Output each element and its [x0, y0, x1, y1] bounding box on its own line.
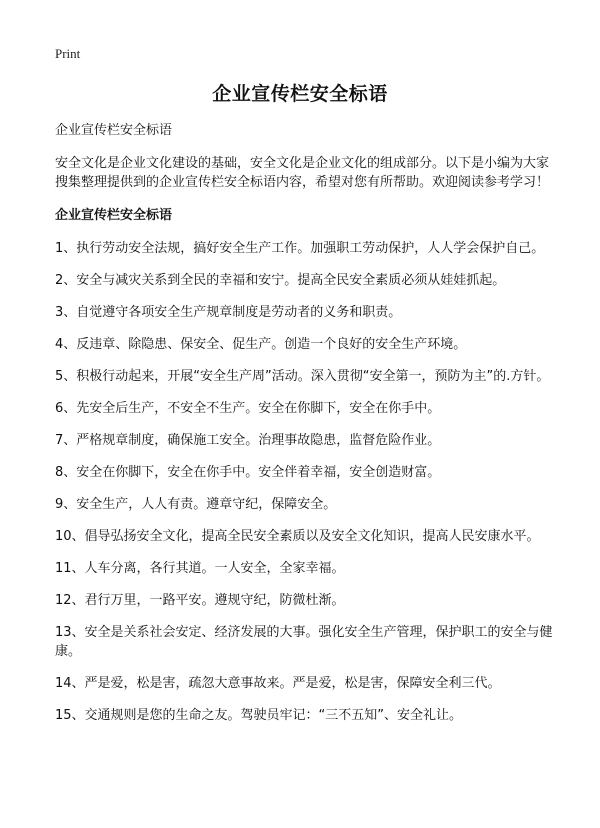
page-title: 企业宣传栏安全标语 — [212, 83, 388, 105]
slogan-item: 15、交通规则是您的生命之友。驾驶员牢记：“三不五知”、安全礼让。 — [55, 708, 463, 723]
section-heading: 企业宣传栏安全标语 — [55, 208, 173, 223]
slogan-item: 3、自觉遵守各项安全生产规章制度是劳动者的义务和职责。 — [55, 305, 402, 320]
slogan-item: 14、严是爱，松是害，疏忽大意事故来。严是爱，松是害，保障安全利三代。 — [55, 676, 501, 691]
slogan-item: 8、安全在你脚下，安全在你手中。安全伴着幸福，安全创造财富。 — [55, 465, 441, 480]
article-content — [55, 121, 555, 738]
intro-paragraph: 安全文化是企业文化建设的基础，安全文化是企业文化的组成部分。以下是小编为大家搜集整理提供到的企业宣传栏安全标语内容，希望对您有所帮助。欢迎阅读参考学习！ — [55, 156, 550, 190]
slogan-item: 13、安全是关系社会安定、经济发展的大事。强化安全生产管理，保护职工的安全与健康。 — [55, 625, 553, 659]
slogan-item: 9、安全生产，人人有责。遵章守纪，保障安全。 — [55, 497, 337, 512]
slogan-item: 5、积极行动起来，开展“安全生产周”活动。深入贯彻“安全第一，预防为主”的.方针。 — [55, 369, 550, 384]
slogan-item: 4、反违章、除隐患、保安全、促生产。创造一个良好的安全生产环境。 — [55, 337, 467, 352]
slogan-item: 12、君行万里，一路平安。遵规守纪，防微杜渐。 — [55, 593, 345, 608]
slogan-item: 2、安全与减灾关系到全民的幸福和安宁。提高全民安全素质必须从娃娃抓起。 — [55, 273, 506, 288]
print-label: Print — [55, 46, 81, 61]
slogan-item: 7、严格规章制度，确保施工安全。治理事故隐患，监督危险作业。 — [55, 433, 441, 448]
slogan-item: 11、人车分离，各行其道。一人安全，全家幸福。 — [55, 561, 345, 576]
slogan-item: 1、执行劳动安全法规，搞好安全生产工作。加强职工劳动保护，人人学会保护自己。 — [55, 241, 545, 256]
slogan-item: 10、倡导弘扬安全文化，提高全民安全素质以及安全文化知识，提高人民安康水平。 — [55, 529, 540, 544]
article-subtitle: 企业宣传栏安全标语 — [55, 123, 173, 138]
slogan-item: 6、先安全后生产，不安全不生产。安全在你脚下，安全在你手中。 — [55, 401, 441, 416]
